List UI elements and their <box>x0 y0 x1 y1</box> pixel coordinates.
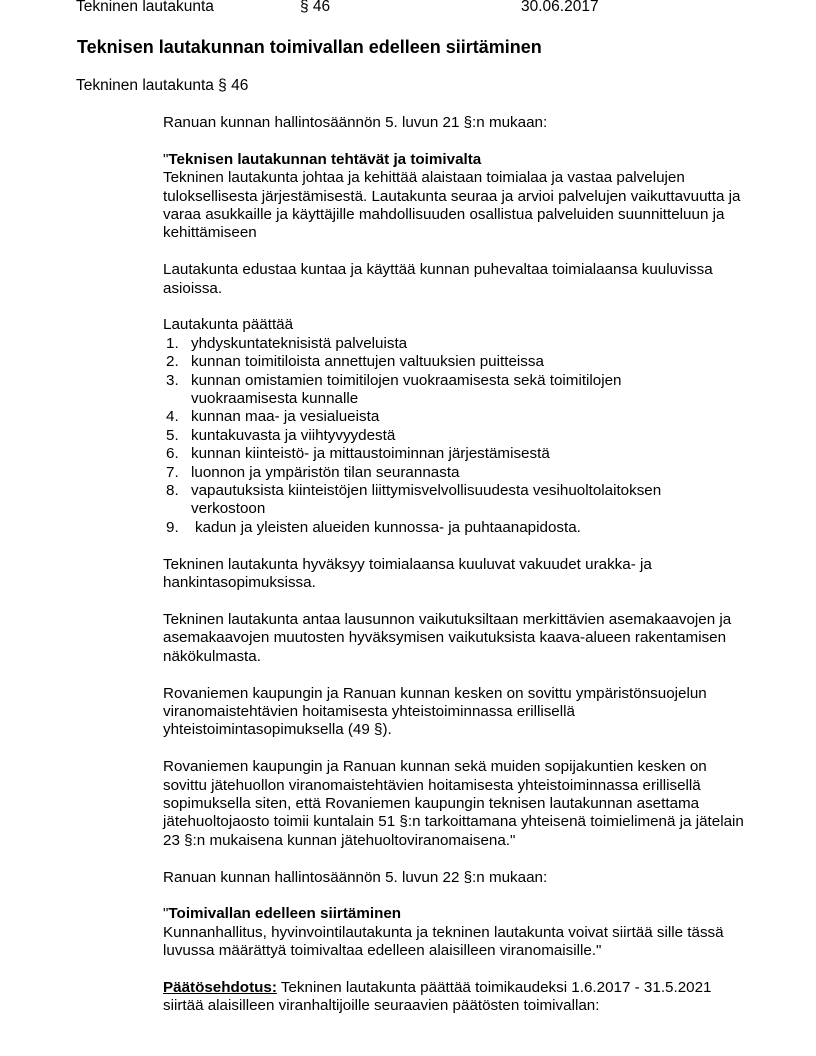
list-item: 9. kadun ja yleisten alueiden kunnossa- ja puhtaanapidosta. <box>166 518 581 536</box>
document-header <box>76 0 776 18</box>
proposal-text: Tekninen lautakunta päättää toimikaudeksi 1.6.2017 - 31.5.2021 siirtää alaisilleen viranhaltijoille seuraavien päätösten toimivallan: <box>163 978 712 1015</box>
list-item: 8. vapautuksista kiinteistöjen liittymisvelvollisuudesta vesihuoltolaitoksen verkostoon <box>166 482 662 518</box>
intro-paragraph: Ranuan kunnan hallintosäännön 5. luvun 21 §:n mukaan: <box>163 114 548 131</box>
list-item: 1. yhdyskuntateknisistä palveluista <box>166 334 408 352</box>
header-date: 30.06.2017 <box>521 0 599 15</box>
quote-mark: " <box>163 905 169 923</box>
list-item: 5. kuntakuvasta ja viihtyvyydestä <box>166 426 396 444</box>
list-item: 2. kunnan toimitiloista annettujen valtuuksien puitteissa <box>166 353 544 371</box>
document-body <box>163 114 753 1016</box>
subheading: Tekninen lautakunta § 46 <box>76 77 249 94</box>
paragraph: Tekninen lautakunta antaa lausunnon vaikutuksiltaan merkittävien asemakaavojen ja asemakaavojen muutosten hyväksymisen vaikutuksista kaava-alueen rakentamisen näkökulmasta. <box>163 610 732 665</box>
list-intro: Lautakunta päättää <box>163 316 294 334</box>
paragraph: Tekninen lautakunta johtaa ja kehittää alaistaan toimialaa ja vastaa palvelujen tuloksellisesta järjestämisestä. Lautakunta seuraa ja arvioi palvelujen vaikuttavuutta ja varaa asukkaille ja käyttäjille mahdollisuuden osallistua palveluiden suunnitteluun ja kehittämiseen <box>163 169 741 242</box>
quote-heading <box>163 905 753 923</box>
quote-mark: " <box>163 150 169 168</box>
page-title: Teknisen lautakunnan toimivallan edelleen siirtäminen <box>77 37 542 57</box>
list-item: 4. kunnan maa- ja vesialueista <box>166 408 380 426</box>
list-item: 7. luonnon ja ympäristön tilan seurannasta <box>166 463 460 481</box>
numbered-list <box>163 335 753 537</box>
section-heading-tasks: Teknisen lautakunnan tehtävät ja toimivalta <box>168 150 482 168</box>
paragraph: Kunnanhallitus, hyvinvointilautakunta ja tekninen lautakunta voivat siirtää sille tässä luvussa määrättyä toimivaltaa edelleen alaisilleen viranomaisille." <box>163 923 724 960</box>
paragraph: Rovaniemen kaupungin ja Ranuan kunnan kesken on sovittu ympäristönsuojelun viranomaistehtävien hoitamisesta yhteistoiminnassa erillisellä yhteistoimintasopimuksella (49 §). <box>163 684 707 739</box>
header-board: Tekninen lautakunta <box>76 0 214 15</box>
header-section: § 46 <box>300 0 331 15</box>
list-item: 3. kunnan omistamien toimitilojen vuokraamisesta sekä toimitilojen vuokraamisesta kunnalle <box>166 371 622 408</box>
section-heading-delegation: Toimivallan edelleen siirtäminen <box>168 905 402 923</box>
decision-proposal <box>163 979 753 1016</box>
intro-paragraph: Ranuan kunnan hallintosäännön 5. luvun 22 §:n mukaan: <box>163 868 548 886</box>
paragraph: Lautakunta edustaa kuntaa ja käyttää kunnan puhevaltaa toimialaansa kuuluvissa asioissa. <box>163 261 713 297</box>
quote-heading <box>163 151 753 169</box>
list-item: 6. kunnan kiinteistö- ja mittaustoiminnan järjestämisestä <box>166 445 550 463</box>
proposal-label: Päätösehdotus: <box>163 978 277 996</box>
paragraph: Rovaniemen kaupungin ja Ranuan kunnan sekä muiden sopijakuntien kesken on sovittu jätehuollon viranomaistehtävien hoitamisesta yhteistoiminnassa erillisellä sopimuksella siten, että Rovaniemen kaupungin teknisen lautakunnan asettama jätehuoltojaosto toimii kuntalain 51 §:n tarkoittamana yhteisenä toimielimenä ja jätelain 23 §:n mukaisena kunnan jätehuoltoviranomaisena." <box>163 758 744 849</box>
paragraph: Tekninen lautakunta hyväksyy toimialaansa kuuluvat vakuudet urakka- ja hankintasopimuksissa. <box>163 555 652 592</box>
